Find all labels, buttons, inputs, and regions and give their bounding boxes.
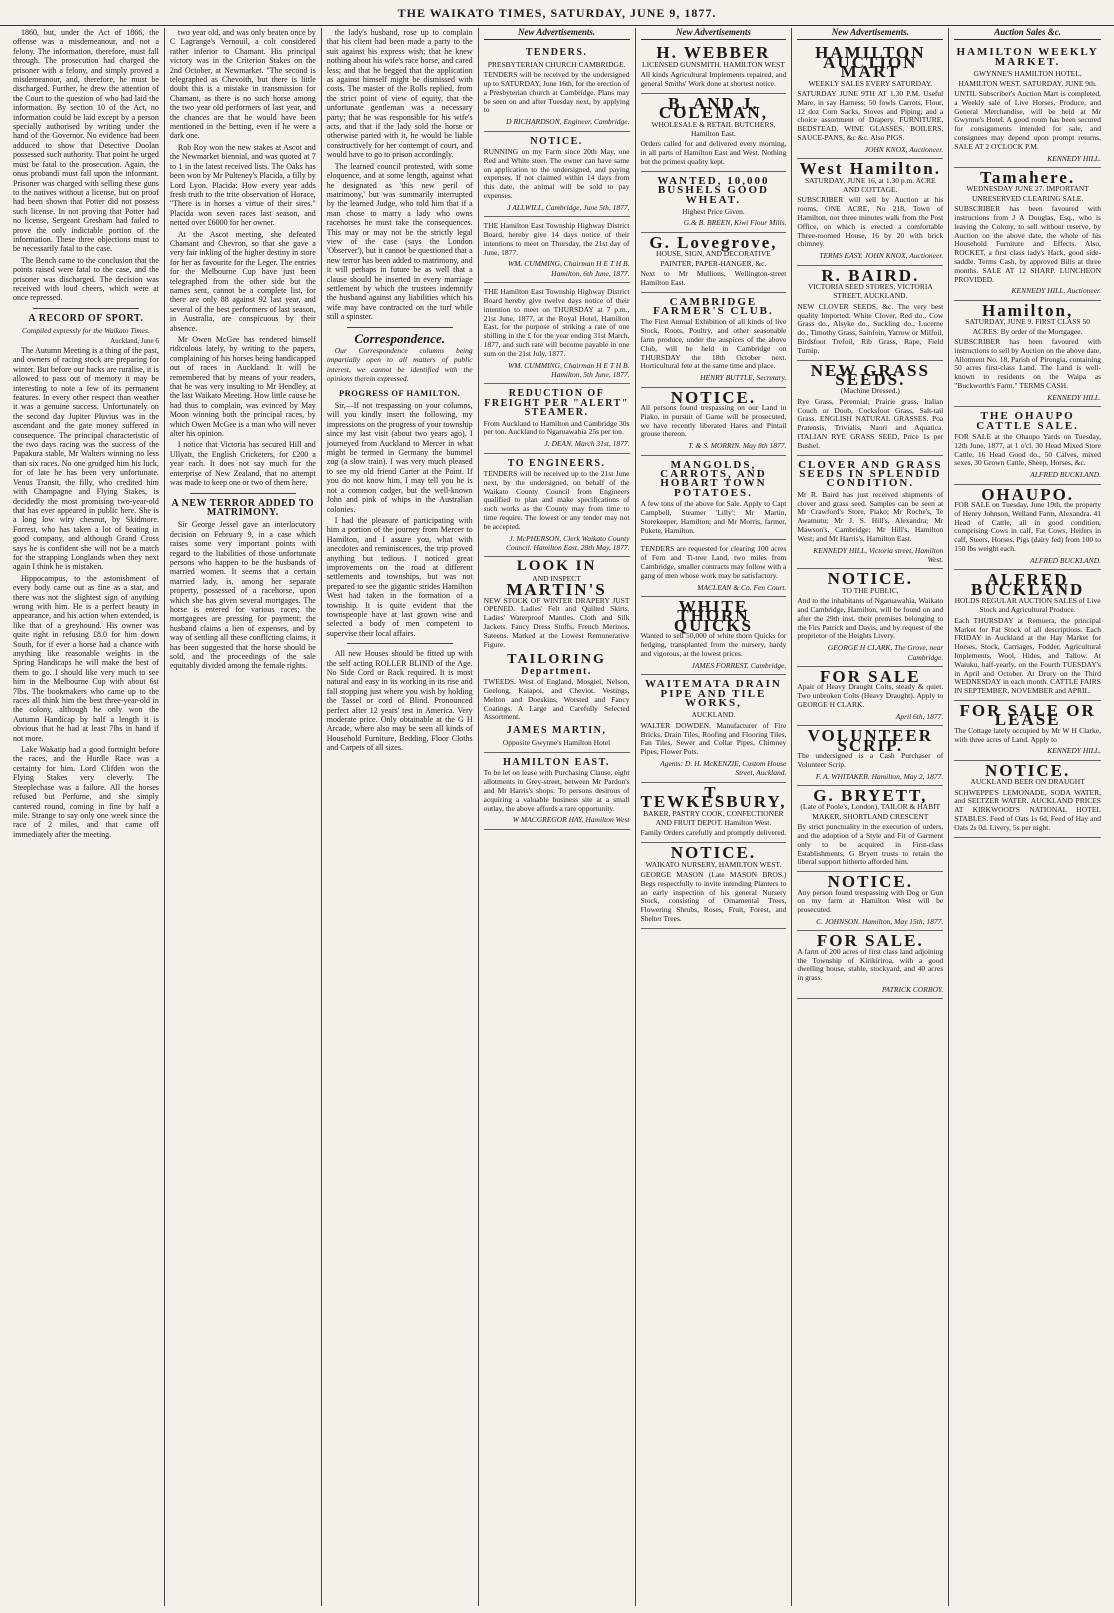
sport-text [13,346,159,839]
ad-sign: WM. CUMMING, Chairman H E T H B. Hamilton, 6th June, 1877. [507,259,630,278]
ad-big: NOTICE. [670,387,757,407]
ad-title: TO ENGINEERS. [507,457,606,469]
ad-body: FOR SALE on Tuesday, June 19th, the property of Henry Johnson, Welland Farm, Alexandra. 41 Head of Cattle, all in good condition, comprising Cows in calf, Fat Cows, Heifers in calf, Steers, Horses, Pigs (dairy fed) from 100 to 150 lbs weight each. [954,500,1101,554]
advertisement [797,931,943,999]
ad-body: NEW CLOVER SEEDS, &c. The very best quality Imported. White Clover, Red do., Cow Grass do., Alsyke do., Suckling do., Lucerne do., Timothy Grass, Sainfoin, Yarrow or Milfoil, Birdsfoot Trefoil, Rib Grass, Rape, Field Turnip. [797,301,944,355]
ad-big: G. BRYETT, [813,786,928,806]
ad-big: NOTICE. [827,872,913,892]
ad-big: CLOVER AND GRASS SEEDS IN SPLENDID CONDITION. [798,458,943,490]
ad-big: R. BAIRD. [821,265,920,285]
ad-sign: JAMES FORREST. Cambridge. [691,660,787,670]
correspondence-title: PROGRESS OF HAMILTON. [338,387,461,398]
paragraph: I had the pleasure of participating with him a portion of the journey from Mercer to Hamilton, and I assure you, what with anecdotes and reminiscences, the trip proved anything but tedious. I noticed great improvements on the road at different settlements and townships, but was not prepared to see the gigantic strides Hamilton West had taken in the formation of a township. It is quite evident that the townspeople have at last grown wise and selected a body of men competent to supervise their local affairs. [326,515,473,638]
ad-body: WALTER DOWDEN. Manufacturer of Fire Bricks, Drain Tiles, Roofing and Flooring Tiles, Fan Tiles, Sewer and Collar Pipes, Chimney Pipes, Flower Pots. [640,720,787,757]
ad-big: B. AND J. COLEMAN, [658,93,768,123]
column-3 [322,28,479,1606]
ad-body: Wanted to sell 50,000 of white thorn Quicks for hedging, transplanted from the nursery, hardy and vigorous, at the lowest prices. [640,631,787,658]
correspondence-text [327,401,473,638]
column-5 [636,28,793,1606]
paragraph: 1860, but, under the Act of 1866, the offense was a misdemeanour, and not a felony. The information, therefore, must fall through. The prosecution had charged the prisoner with a felony, and simply proved a misdemeanour, and, therefore, he must be discharged. Further, he drew the attention of the Court to the question of who had laid the information. By section 10 of the Act, no information could be laid except by a person specially authorised by writing under the hand of the Governor. No evidence had been adduced to show that Detective Doolan possessed such authority. That point he urged must be fatal to the prosecution. Again, the onus probandi must fall upon the informant. Prisoner was charged with selling these guns to the natives without a license, but on proof had been shown that Potter did not possess such license. In not proving that Potter had no license, Sergeant Gresham had failed to prove the only indictable portion of the information. These three objections must to be necessarily fatal to the case. [13,28,159,254]
advertisement [954,701,1101,761]
tailor-body: TWEEDS. West of England, Mosgiel, Nelson, Geelong, Kaiapoi, and Cheviot. Vestings, Melton and Doeskins, Worsted and Fancy Coatings. A Large and Carefully Selected Assortment. [483,677,630,722]
advertisement [641,843,787,929]
ad-big: CAMBRIDGE FARMER'S CLUB. [653,295,774,318]
advertisement [797,361,943,456]
ad-sign: KENNEDY HILL, Auctioneer. [1011,286,1101,296]
advertisement [641,540,787,597]
ad-body: All kinds Agricultural Implements repaired, and general Smiths' Work done at shortest notice. [640,70,787,89]
advertisement [641,597,787,675]
ad-body: A farm of 200 acres of first class land adjoining the Township of Kirikiriroa, with a good dwelling house, stable, stockyard, and 40 acres in grass. [797,946,944,983]
ad-sub: WEEKLY SALES EVERY SATURDAY. [808,78,933,88]
ad-big: G. Lovegrove, [649,232,778,252]
ad-sign: KENNEDY HILL. [1047,746,1101,756]
ad-sign: J. McPHERSON, Clerk Waikato County Council. Hamilton East, 28th May, 1877. [505,533,630,552]
ad-body: TENDERS will be received up to the 21st June next, by the undersigned, on behalf of the Waikato County Council from Engineers qualified to plan and make specifications of such works as the County may from time to time require. The lowest or any tender may not be accepted. [483,469,630,531]
advertisement [954,407,1101,484]
paragraph: The Autumn Meeting is a thing of the past, and owners of racing stock are preparing for winter. But before our hacks are ruralise, it is allowed to pass out of memory it may be interesting to note a few of its permanent features. In every other respect than weather it was a genuine success. Unfortunately on the second day Jupiter Pluvius was in the ascendant and the gate money suffered in consequence. The principal characteristic of the two days racing was the success of the Papakura stable, Mr Walters winning no less than six races. No one grudged him his luck, for of late he has been very unfortunate. Venus Transit, the filly, who credited him with Champagne and Flying Stakes, is decidedly the most promising two-year-old that has ever appeared in public here. She is a long low wiry chesnut, by Skidmore. Forrest, who has taken a lot of beating in good company, and although Grand Cross says he is confident she will not be a match for the strapping Longlands when they next again I think he is mistaken. [13,346,159,572]
ad-body: By strict punctuality in the execution of orders, and the adoption of a Style and Fit of Garment only to be acquired in First-class Establishments, G Bryett trusts to retain the liberal support hitherto afforded him. [797,822,944,867]
advertisement [797,159,943,265]
ad-sign: ALFRED BUCKLAND. [1030,470,1101,480]
hamilton-east-title: HAMILTON EAST. [503,757,611,769]
ad-big: NOTICE. [984,760,1071,780]
ad-big: HAMILTON WEEKLY MARKET. [956,46,1099,68]
ad-body: SUBSCRIBER will sell by Auction at his rooms, ONE ACRE, No 218, Town of Hamilton, not three minutes walk from the Post Office, on which is erected a comfortable Three-roomed House, 16 by 20 with brick chimney. [797,195,944,249]
ad-sub: SATURDAY, JUNE 16, at 1.30 p.m. ACRE AND COTTAGE. [804,175,936,195]
ad-body: Any person found trespassing with Dog or Gun on my farm at Hamilton West will be prosecuted. [797,887,944,915]
column-5-ads [641,43,787,928]
paragraph: The Bench came to the conclusion that the points raised were fatal to the case, and the prisoner was discharged. The decision was received with loud cheers, which were at once repressed. [13,255,159,303]
newspaper-page [8,28,1106,1606]
ad-sub: BAKER, PASTRY COOK, CONFECTIONER AND FRUIT DEPOT. Hamilton West. [643,808,784,827]
ad-body: SATURDAY JUNE 9TH AT 1.30 P.M. Useful Mare, in say Harness; 50 fowls Carrots, Flour, 12 doz Corn Sacks, Stoves and Piping; and a choice assortment of Drapery. FURNITURE, BEDSTEAD, WINE GLASSES, BOILERS, SAUCE-PANS, &c &c. Also PIGS. [797,89,944,143]
ad-big: HAMILTON AUCTION MART [815,43,926,82]
ad-big: VOLUNTEER SCRIP. [807,726,933,755]
ad-sub: VICTORIA SEED STORES, VICTORIA STREET, AUCKLAND. [807,282,933,301]
ad-big: MANGOLDS, CARROTS, AND HOBART TOWN POTATOES. [660,458,767,499]
ad-body: THE Hamilton East Township Highway District Board hereby give twelve days notice of their intention to meet on THURSDAY at 7 p.m., 21st June, 1877, at the Royal Hotel, Hamilton East, for the purpose of striking a rate of one shilling in the £ for the year ending 31st March, 1877, and such rate will become payable in one sum on the 21st July, 1877. [483,287,630,358]
ad-sign: ALFRED BUCKLAND. [1030,555,1101,565]
advertisement [641,293,787,388]
column-6 [792,28,949,1606]
ad-sign: J. DEAN. March 31st, 1877. [544,439,630,449]
look-sub: AND INSPECT [532,573,581,583]
ad-sign: KENNEDY HILL, Victoria street, Hamilton West. [813,545,944,565]
advertisement [484,132,630,218]
ad-big: NEW GRASS SEEDS. [810,360,930,390]
advertisement [797,726,943,786]
ad-body: FOR SALE at the Ohaupo Yards on Tuesday, 12th June, 1877, at 1 o'cl. 30 Head Mixed Store Cattle, 16 Head Good do., 50 Calves, mixed sexes, 30 Grown Cattle, Sheep, Horses, &c. [954,432,1101,468]
paragraph: Hippocampus, to the astonishment of every body came out as fine as a star, and there was not the slightest sign of anything wrong with him. He is a perfect beauty in appearance, and his action when extended, is like that of a greyhound. His owner was quite right in refusing £8.0 for him down South, for if ever a horse had a chance with anything like reasonable weights in the Spring Handicaps he will make the best of them to go. I should like very much to see him in the Melbourne Cup with about 6st 7lbs. The bookmakers who came up to the races all think him the best three-year-old in the colony, although he only won the Autumn Handicap by half a length it is obvious that he had at least 7lbs in hand if not more. [13,573,159,743]
ad-sign: T. & S. MORRIN. May 8th 1877. [688,441,787,451]
ad-sign: GEORGE H CLARK, The Grove, near Cambridge. [827,643,944,662]
paragraph: Lake Wakatip had a good fortnight before the races, and the Hurdle Race was a certainty for him. Lord Clifden won the Flying Stakes very cleverly. The Steeplechase was a failure. All the horses refused but Perfume, and she simply cantered round, coming in fine by half a mile. Strange to say only one week since the race of 2 miles, and that came off immediately after the meeting. [13,745,159,839]
column-1-text [13,28,159,303]
ad-sign: KENNEDY HILL. [1047,153,1101,163]
ad-body: Next to Mr Mullions, Wellington-street Hamilton East. [640,269,787,287]
advertisement [641,94,787,172]
column-1 [8,28,165,1606]
advertisement [797,569,943,667]
james-martin-sub: Opposite Gwynne's Hamilton Hotel [502,737,611,747]
ad-sign: D RICHARDSON, Engineer, Cambridge. [506,117,630,127]
ad-body: THE Hamilton East Township Highway District Board, hereby give 14 days notice of their intentions to meet on Thursday, the 21st day of June, 1877. [483,221,630,257]
ad-sign: MACLEAN & Co. Fen Court. [697,582,787,592]
advertisement [641,233,787,293]
ad-body: The First Annual Exhibition of all kinds of live Stock, Roots, Poultry, and other seasonable farm produce, under the auspices of the above Club, will be held in Cambridge on THURSDAY the 18th October next. Horticultural fete at the same time and place. [640,317,787,371]
advertisement [484,217,630,283]
ad-sign: C. JOHNSON. Hamilton, May 15th, 1877. [816,917,944,927]
column-5-header: New Advertisements [641,28,787,40]
ad-big: T. TEWKESBURY, [640,782,787,812]
advertisement [797,43,943,159]
advertisement [484,43,630,131]
ad-sign: F. A. WHITAKER. Hamilton, May 2, 1877. [815,771,944,781]
ad-sub: AUCKLAND. [691,710,736,720]
paragraph: Mr Owen McGee has rendered himself ridiculous lately, by writing to the papers, complaining of his horses being handicapped out of races in Auckland. It will be remembered that by means of your readers, that he was very insulting to Mr Hendley, at the last Waikato Meeting. How little cause he had thus to complain, was evinced by May Moon winning both the principal races, by which Owen McGee is a man who will never alter his opinion. [169,335,316,439]
terror-text [170,520,316,671]
advertisement [641,43,787,93]
tailor-sub: Department. [521,665,592,677]
column-3-text [327,28,473,322]
hamilton-east-ad [484,753,630,830]
ad-big: NOTICE. [670,843,757,863]
ad-sub: HOUSE, SIGN, AND DECORATIVE PAINTER, PAPER-HANGER, &c. [656,249,771,268]
tailor-title: TAILORING [507,652,606,668]
ad-sign: April 6th, 1877. [895,711,944,721]
ad-body: Mr R. Baird has just received shipments of clover and grass seed. Samples can be seen at Mr Crawford's Store, Piako; Mr Roche's, Te Awamutu; Mr J. S. Hill's, Alexandra; Mr Mawson's, Cambridge; Mr Hill's, Hamilton West; and Mr Harris's, Hamilton East. [797,489,944,543]
ad-big: ALFRED BUCKLAND [970,570,1085,599]
ad-big: FOR SALE [820,667,921,687]
ad-big: WHITE THORN QUICKS [673,597,753,635]
ad-body: All persons found trespassing on our Land in Piako, in pursuit of Game will be prosecuted, we have recently liberated Hares and Pintail grouse thereon. [640,403,787,439]
ad-title: REDUCTION OF FREIGHT PER "ALERT" STEAMER. [484,388,629,419]
ad-sub: Highest Price Given. [682,207,745,217]
ad-sign: JOHN KNOX, Auctioneer. [864,144,944,154]
paragraph: two year old, and was only beaten once by C Lagrange's Vernouil, a colt considered rather inferior to Chamant. His principal victory was in the Criterion Stakes on the 2nd October, at Newmarket. "The second is telegraphed as Chevoith, but there is little doubt this is a mistake in transmission for Chamant, as there is no such horse among the two year old performers of last year, and the chances are that he would have been mentioned in the betting, even if he were a dark one. [169,28,316,141]
ad-body: And to the inhabitants of Ngaruawahia, Waikato and Cambridge, Hamilton, will be found on and after the 29th inst. their premises belonging to the Firs Patrick and Davis, and by request of the proprietor of the Heights Livery. [797,596,944,641]
advertisement [641,783,787,843]
advertisement [484,454,630,558]
ad-body: From Auckland to Hamilton and Cambridge 30s per ton. Auckland to Ngaruawahia 25s per ton. [483,418,630,437]
ad-sign: J ALLWILL, Cambridge, June 5th, 1877. [507,202,630,212]
ad-big: West Hamilton. [799,159,941,179]
advertisement [954,43,1101,168]
ad-body: RUNNING on my Farm since 20th May, one Red and White steer. The owner can have same on application to the undersigned, and paying expenses. If not claimed within 14 days from this date, the animal will be sold to pay expenses. [483,147,630,200]
correspondence-note: Our Correspondence columns being impartially open to all matters of public interest, we cannot be identified with the opinions therein expressed. [326,346,473,384]
advertisement [954,485,1101,571]
ad-body: SCHWEPPE'S LEMONADE, SODA WATER, and SELTZER WATER. AUCKLAND PRICES AT KIRKWOOD'S NATIONAL HOTEL STABLES. Feed of Oats 1s 6d, Feed of Hay and Oats 2s 0d. Livery, 5s per night. [954,787,1101,832]
advertisement [641,388,787,456]
ad-body: GEORGE MASON (Late MASON BROS.) Begs respectfully to invite intending Planters to an early inspection of his general Nursery Stock, consisting of Ornamental Trees, Flowering Shrubs, Roses, Fruit, Forest, and Shelter Trees. [640,869,787,923]
divider [190,493,296,494]
ad-sub: WAIKATO NURSERY, HAMILTON WEST. [645,859,782,869]
column-7-ads [954,43,1101,837]
advertisement [797,786,943,872]
ad-sub: WHOLESALE & RETAIL BUTCHERS, Hamilton East. [651,119,776,139]
advertisement [641,172,787,233]
paragraph: the lady's husband, rose up to complain that his client had been made a party to the suit against his express wish; that he knew nothing about his wife's race horse, and cared less; and that he begged that the application as against himself might be dismissed with costs. The master of the Rolls replied, from the strict point of view of equity, that the unfortunate gentleman was a necessary party; that he was responsible for his wife's acts, and that if the lady sold the horse or otherwise parted with it, he would be liable constructively for her contempt of court, and would have to go to prison accordingly. [326,28,473,160]
james-martin: JAMES MARTIN, [506,725,607,737]
terror-heading: A NEW TERROR ADDED TO MATRIMONY. [171,497,315,518]
ad-body: Apair of Heavy Draught Colts, steady & quiet. Two unbroken Colts (Heavy Draught). Apply to GEORGE H CLARK. [797,682,944,710]
ad-big: FOR SALE. [816,931,924,951]
martin-title: MARTIN'S [506,580,607,600]
ad-sub: GWYNNE'S HAMILTON HOTEL, HAMILTON WEST. SATURDAY, JUNE 9th. [958,69,1097,88]
paragraph: Rob Roy won the new stakes at Ascot and the Newmarket biennial, and was quoted at 7 to 1 in the latest received lists. The Oaks has been won by Mr Pulteney's Placida, a filly by Lord Lyon. Placida: How every year adds fresh truth to the trite observation of Horace, "There is in horses a virtue of their sires." Placida won seven races last season, and netted over £6000 for her owner. [169,142,316,228]
roller-blind-notice: All new Houses should be fitted up with the self acting ROLLER BLIND of the Age. No Side Cord or Rack required. It is most natural and easy in its working in its rise and fall stopping just where you wish by holding the Tassel or cord of Blind. Pronounced perfect after 12 years' test in America. Very moderate price. Only obtainable at the G H Arcade, where also may be seen all kinds of Household Furniture, Bedding, Floor Cloths and Carpets of all sizes. [326,649,473,753]
sport-subheading: Compiled expressly for the Waikato Times. [22,326,150,336]
column-6-ads [797,43,943,999]
advertisement [797,872,943,931]
ad-body: SUBSCRIBER has been favoured with instructions to sell by Auction on the above date, Allotment No. 18, Parish of Pirongia, containing 50 acres first-class Land. The Land is well-known to residents on the Waipa as "Buckworth's Farm." TERMS CASH. [954,337,1101,391]
ad-big: H. WEBBER [656,43,771,63]
ad-sign: KENNEDY HILL. [1047,392,1101,402]
advertisement [641,675,787,783]
look-title: LOOK IN [516,558,597,575]
column-4 [479,28,636,1606]
advertisement [484,283,630,384]
advertisement [954,570,1101,701]
ad-body: Each THURSDAY at Remuera, the principal Market for Fat Stock of all descriptions. Each FRIDAY in Auckland at the Hay Market for Horses, Stock, Carriages, Fodder, Agricultural Implements, Wool, Hides, and Tallow. At Waiuku, half-yearly, on the Fourth TUESDAY's in April and October. At Drury on the Third WEDNESDAY in each month. CATTLE FAIRS IN SEPTEMBER, NOVEMBER and APRIL. [954,615,1101,696]
paragraph: The learned council protested, with some eloquence, and at some length, against what he designated as 'this new peril of matrimony,' but was summarily interrupted by the learned Judge, who told him that if a man chose to marry a lady who owns racehorses he must take the consequences. This may or may not be the strictly legal view of the case (says the London 'Observer'), but it cannot be questioned that a new terror has been added to matrimony, and it will perhaps in future be as well that a clause should be inserted in every marriage settlement by which the trustees indemnify the husband against any liabilities which his wife may have contracted on the turf while still a spinster. [326,161,473,322]
divider [347,643,453,644]
ad-sign: TERMS EASY. JOHN KNOX, Auctioneer. [819,251,944,261]
hamilton-east-body: To be let on lease with Purchasing Clause, eight allotments in Grey-street, between Mr Pardon's and Mr Harris's shops. To persons desirous of acquiring a valuable business site at a small outlay, the above affords a rare opportunity. [483,768,630,813]
ad-title: TENDERS. [525,47,588,59]
divider [33,308,139,309]
sport-dateline: Auckland, June 6 [110,336,159,345]
ad-sub: TO THE PUBLIC, [842,585,899,595]
paragraph: I notice that Victoria has secured Hill and Ullyatt, the English Cricketers, for £200 a year each. It does not say much for the enterprise of New Zealand, that no attempt was made to keep one or two of them here. [169,440,316,488]
paragraph: Sir,—If not trespassing on your columns, will you kindly insert the following, my impressions on the progress of your township since my last visit (about two years ago). I journeyed from Auckland to Mercer in what might be termed in Germany the bummel zug (a slow train). I was very much pleased to see my old friend Carter at the Point. If you do not know him, I may tell you he is not a common cadger, but the well-known John and pink of whips in the Australian colonies. [326,401,473,514]
advertisement [954,301,1101,407]
advertisement [797,266,943,361]
ad-body: Rye Grass, Perennial; Prairie grass, Italian Couch or Doob, Cocksfoot Grass, Salt-tail Grass. ENGLISH NATURAL GRASSES. Poa Pratensis, Trivialis, Naori and Aquatica. ITALIAN RYE GRASS SEED, Price 1s per Bushel. [797,396,944,450]
ad-sub: AUCKLAND BEER ON DRAUGHT [970,777,1085,787]
ad-sub: HOLDS REGULAR AUCTION SALES of Live Stock and Agricultural Produce. [954,596,1101,615]
ad-sign: G.& B. BREEN, Kiwi Flour Mills. [683,218,787,228]
ad-sign: PATRICK CORBOY. [881,985,944,995]
advertisement [797,456,943,570]
ad-sub: (Late of Poole's, London), TAILOR & HABIT MAKER, SHORTLAND CRESCENT [800,802,941,821]
sport-heading: A RECORD OF SPORT. [28,312,144,324]
paragraph: Sir George Jessel gave an interlocutory decision on February 9, in a case which raises some very important points with regard to the liabilities of those unfortunate persons who happen to be the husbands of married women. It seems that a certain married lady, is, among her separate property, possessed of a racehorse, upon which she has given several mortgages. The horse is entered for various races; the mortgagees are pressing for payment; the husband claims a lien of expenses, and by way of settling all these conflicting claims, it has been suggested that the horse should be sold, and the proceedings of the sale equitably divided among the female rights. [169,520,316,671]
ad-sign: WM. CUMMING, Chairman H E T H B. Hamilton, 5th June, 1877. [507,360,630,379]
ad-big: WAITEMATA DRAIN PIPE AND TILE WORKS, [645,678,782,709]
ad-body: TENDERS are requested for clearing 100 acres of Fern and Ti-tree Land, two miles from Cambridge, smaller contracts may follow with a gang of men whose work may be satisfactory. [640,544,787,580]
column-2-text [170,28,316,488]
ad-big: FOR SALE OR LEASE [959,701,1096,730]
ad-body: The undersigned is a Cash Purchaser of Volunteer Scrip. [797,751,944,769]
ad-body: The Cottage lately occupied by Mr W H Clarke, with three acres of Land. Apply to [954,725,1101,744]
column-2 [165,28,322,1606]
martin-body: NEW STOCK OF WINTER DRAPERY JUST OPENED. Ladies' Felt and Quilted Skirts. Ladies' Waterproof Mantles. Cloth and Silk Jackets. Fancy Dress Stuffs, French Merinos, Sateens. Marked at the Lowest Remunerative Figure. [483,595,630,649]
ad-big: Tamahere. [980,168,1076,188]
ad-body: TENDERS will be received by the undersigned up to SATURDAY, June 16th, for the erection of a Presbyterian church at Cambridge. Plans may be seen on and after Tuesday next, by applying to [483,70,630,115]
column-4-header: New Advertisements. [484,28,630,40]
ad-big: OHAUPO. [981,484,1075,504]
ad-body: UNTIL Subscriber's Auction Mart is completed, a Weekly sale of Live Horses, Produce, and General Merchandise, will be held at Mr Gwynne's Hotel. A good room has been secured for consignments intended for sale, and consignees may depend upon prompt returns. SALE AT 2 O'CLOCK P.M. [954,89,1101,151]
advertisement [797,667,943,726]
advertisement [484,384,630,453]
masthead: THE WAIKATO TIMES, SATURDAY, JUNE 9, 1877. [0,6,1114,26]
column-7 [949,28,1106,1606]
ad-body: A few tons of the above for Sale. Apply to Capt Campbell, Steamer 'Lilly'; Mr Martin, Storekeeper, Hamilton; and Mr Morris, farmer, Pukete, Hamilton. [640,499,787,535]
advertisement [954,168,1101,301]
ad-big: THE OHAUPO CATTLE SALE. [976,410,1079,432]
ad-title: NOTICE. [530,135,583,147]
correspondence-heading: Correspondence. [354,330,445,346]
ad-sub: WEDNESDAY JUNE 27. IMPORTANT UNRESERVED CLEARING SALE. [966,184,1089,203]
paragraph: At the Ascot meeting, she defeated Chamant and Chevron, so that she gave a very fair inkling of the higher destiny in store for her as favourite for the Leger. The entries for the Melbourne Cup have just been telegraphed from the other side but the names sent, cannot be a complete list, for there are only 88 against 92 last year, and several of the best performers of last season, in Australia, are conspicuous by their absence. [169,229,316,333]
advertisement [641,456,787,541]
ad-sub: SATURDAY, JUNE 9. FIRST CLASS 50 ACRES. By order of the Mortgagee. [965,317,1090,336]
ad-sign: HENRY BUTTLE, Secretary. [700,373,787,383]
column-4-ads [484,43,630,557]
advertisement [954,761,1101,838]
ad-body: Family Orders carefully and promptly delivered. [640,828,787,838]
ad-body: Orders called for and delivered every morning, in all parts of Hamilton East and West. Nothing but the primest quality kept. [640,139,787,167]
ad-sub: PRESBYTERIAN CHURCH CAMBRIDGE. [487,59,626,69]
ad-big: NOTICE. [827,569,913,589]
column-6-header: New Advertisements. [797,28,943,40]
divider [347,327,453,328]
column-7-header: Auction Sales &c. [954,28,1101,40]
ad-sub: (Machine Dressed.) [840,386,900,396]
ad-big: Hamilton, [982,300,1074,320]
ad-big: WANTED, 10,000 BUSHELS GOOD WHEAT. [657,174,770,206]
martin-ad [484,557,630,753]
ad-sign: Agents: D. H. McKENZIE, Custom House Street, Auckland. [660,758,787,778]
hamilton-east-sign: W MACGREGOR HAY, Hamilton West [512,815,630,825]
ad-body: SUBSCRIBER has been favoured with instructions from J A Douglas, Esq., who is leaving the Colony, to sell without reserve, by Auction on the above date, the whole of his Household Furniture and Effects. Also, ROCKET, a first class lady's Hack, good side-saddle. Terms Cash, by approved Bills at three months. SALE AT 12 SHARP. LUNCHEON PROVIDED. [954,204,1101,284]
ad-sub: LICENSED GUNSMITH. HAMILTON WEST [642,59,785,69]
